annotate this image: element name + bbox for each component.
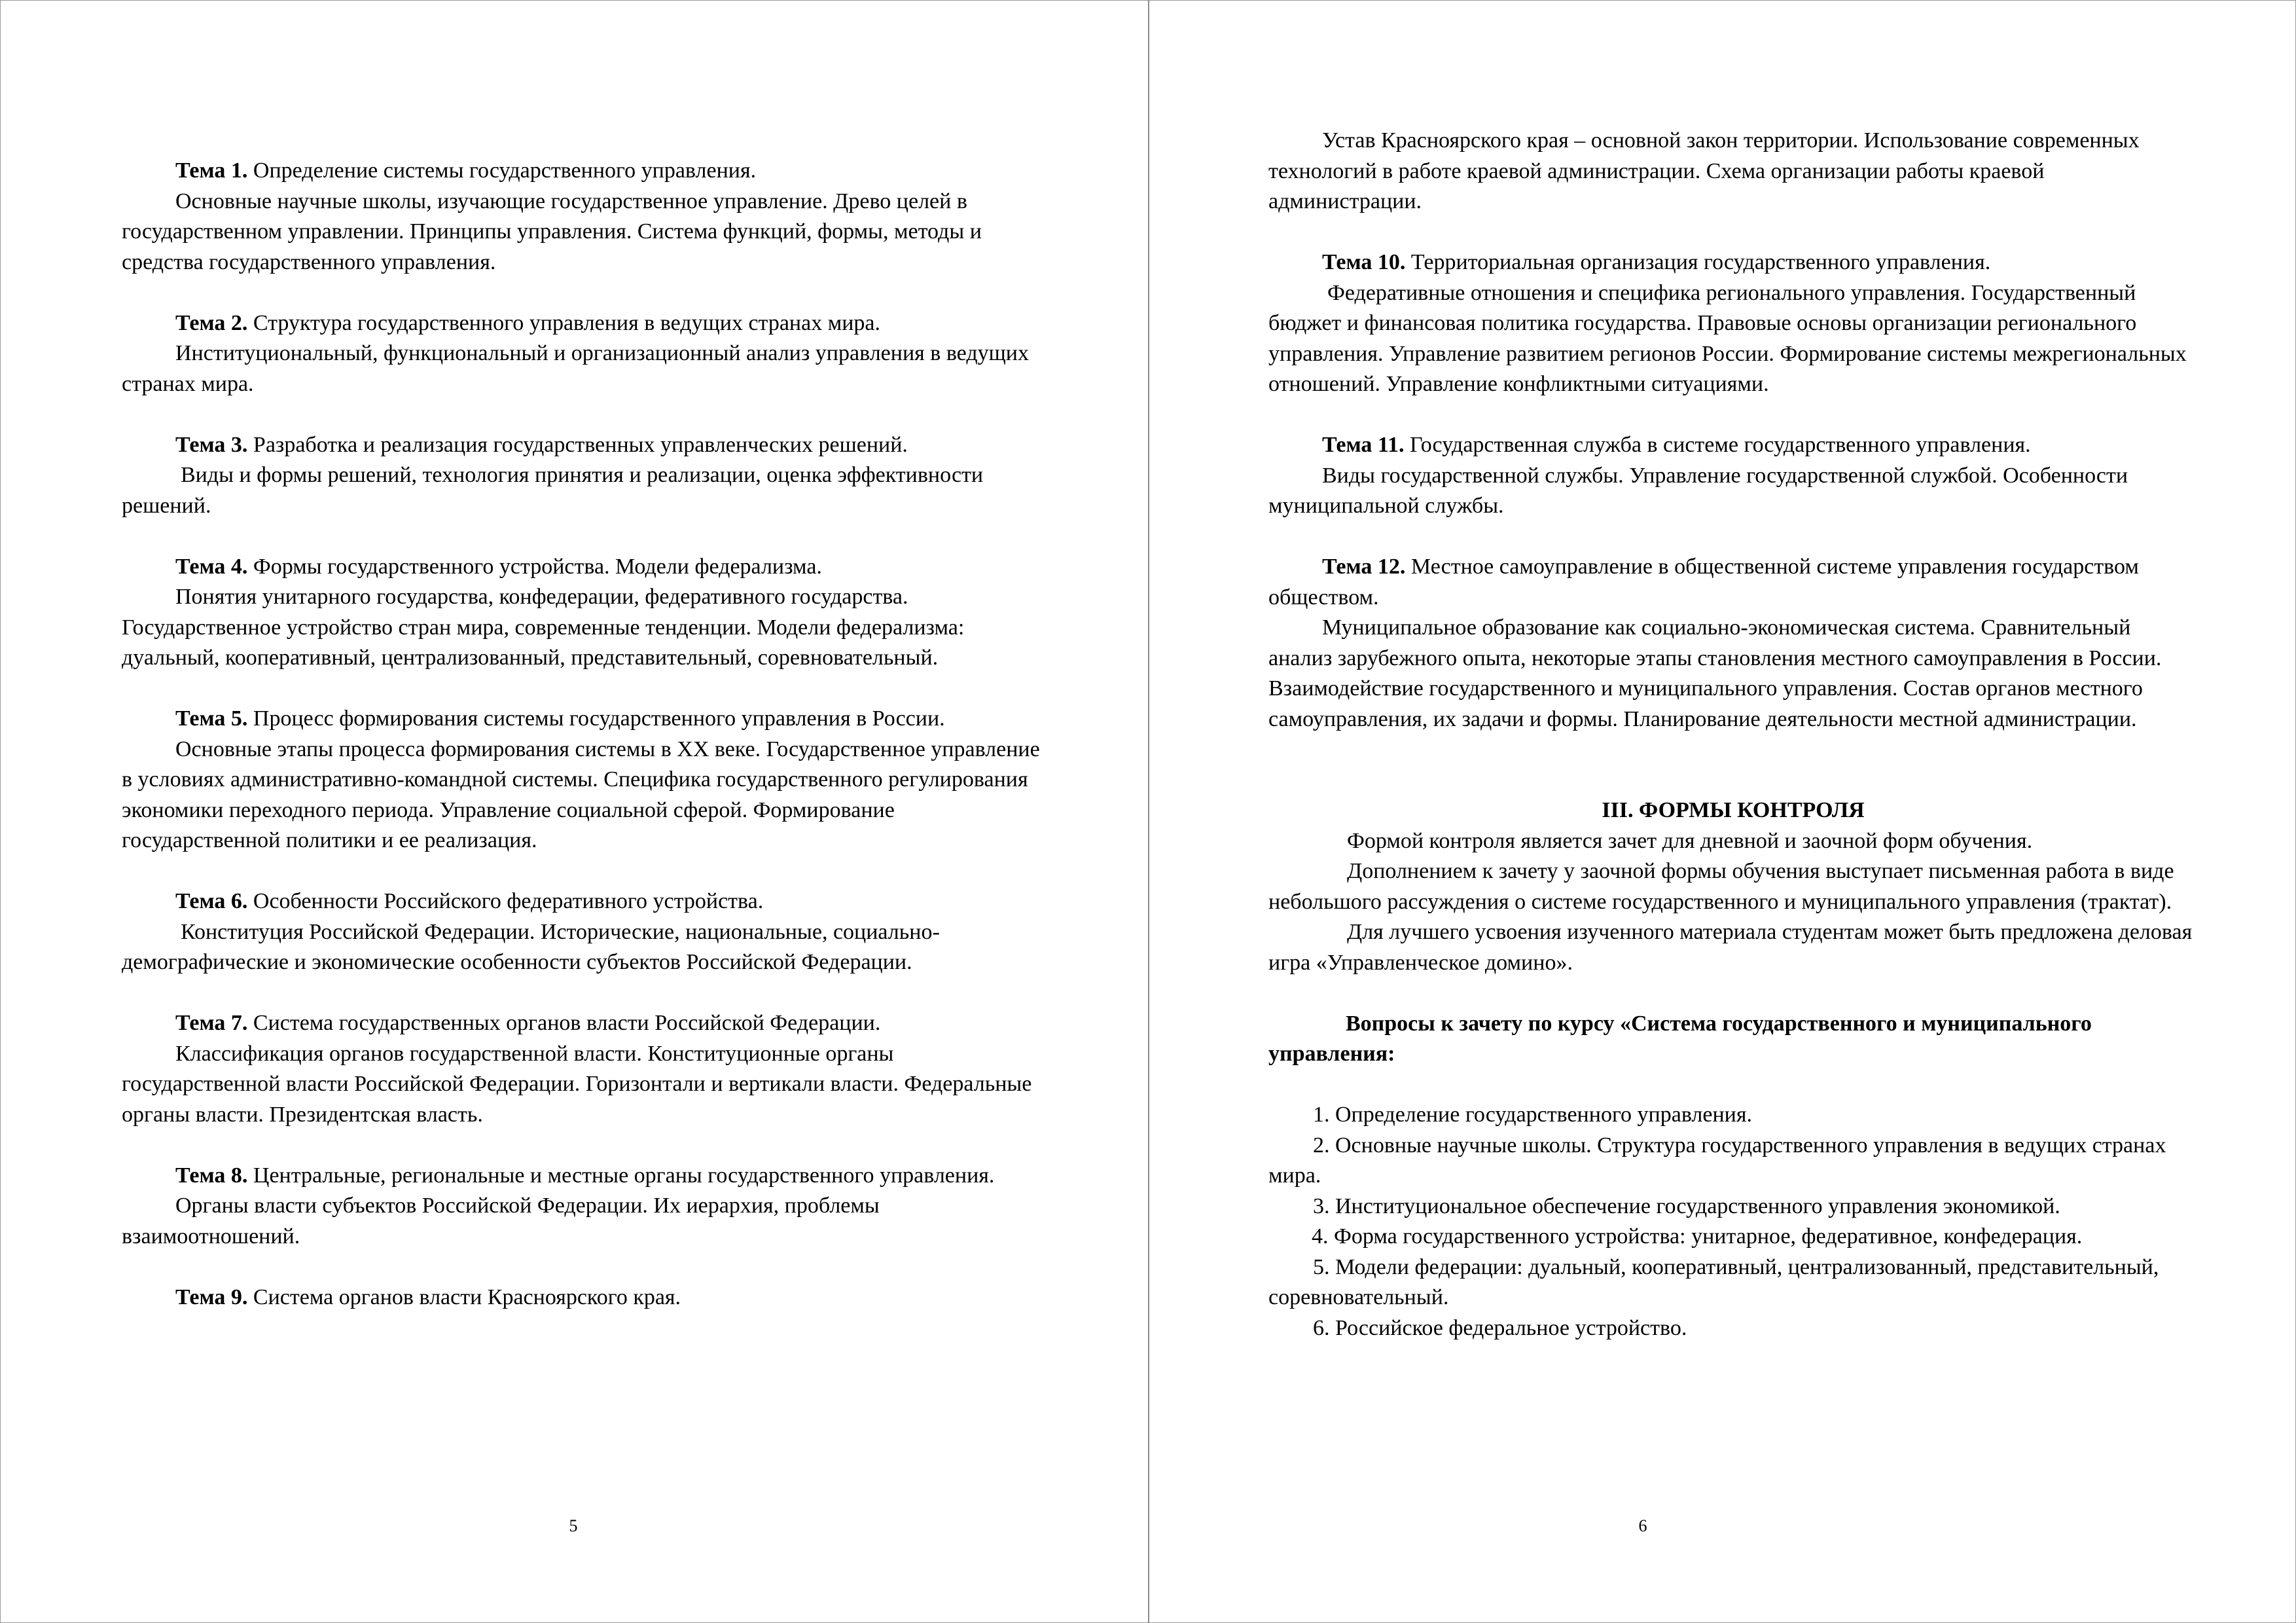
list-item: 2. Основные научные школы. Структура государственного управления в ведущих странах мира.: [1268, 1133, 2166, 1188]
topic-2-body: Институциональный, функциональный и организационный анализ управления в ведущих странах мира.: [122, 341, 1030, 396]
topic-1-heading: Тема 1. Определение системы государственного управления.: [175, 158, 757, 183]
questions-list: [1268, 1100, 2198, 1343]
left-page-text: [122, 156, 1051, 1313]
control-paragraph: Дополнением к зачету у заочной формы обучения выступает письменная работа в виде небольшого рассуждения о системе государственного и муниципального управления (трактат).: [1268, 859, 2174, 914]
topic-11-heading: Тема 11. Государственная служба в системе государственного управления.: [1322, 433, 2031, 457]
topic-11-body: Виды государственной службы. Управление государственной службой. Особенности муниципальной службы.: [1268, 463, 2128, 518]
topic-4-body: Понятия унитарного государства, конфедерации, федеративного государства. Государственное устройство стран мира, современные тенденции. Модели федерализма: дуальный, кооперативный, централизованный, представительный, соревновательный.: [122, 585, 965, 670]
topic-12-heading: Тема 12. Местное самоуправление в общественной системе управления государством обществом.: [1268, 555, 2139, 610]
topic-6-heading: Тема 6. Особенности Российского федеративного устройства.: [175, 889, 764, 913]
topic-9-heading: Тема 9. Система органов власти Красноярского края.: [175, 1285, 681, 1309]
control-paragraph: Формой контроля является зачет для дневной и заочной форм обучения.: [1347, 828, 2033, 853]
topic-1-body: Основные научные школы, изучающие государственное управление. Древо целей в государственном управлении. Принципы управления. Система функций, формы, методы и средства государственного управления.: [122, 189, 982, 274]
page-number: 5: [569, 1516, 578, 1535]
section-title: III. ФОРМЫ КОНТРОЛЯ: [1602, 798, 1865, 822]
list-item: 3. Институциональное обеспечение государственного управления экономикой.: [1313, 1194, 2060, 1218]
topic-5-heading: Тема 5. Процесс формирования системы государственного управления в России.: [175, 706, 945, 731]
topic-4-heading: Тема 4. Формы государственного устройства. Модели федерализма.: [175, 554, 822, 579]
topic-2-heading: Тема 2. Структура государственного управления в ведущих странах мира.: [175, 310, 880, 335]
topic-5-body: Основные этапы процесса формирования системы в XX веке. Государственное управление в условиях административно-командной системы. Специфика государственного регулирования экономики переходного периода. Управление социальной сферой. Формирование государственной политики и ее реализация.: [122, 737, 1040, 852]
topic-3-heading: Тема 3. Разработка и реализация государственных управленческих решений.: [175, 432, 908, 457]
right-page: [1149, 0, 2296, 1623]
page-number: 6: [1638, 1516, 1647, 1535]
topic-7-heading: Тема 7. Система государственных органов власти Российской Федерации.: [175, 1011, 881, 1035]
topic-8-heading: Тема 8. Центральные, региональные и местные органы государственного управления.: [175, 1163, 995, 1188]
topic-9-body: Устав Красноярского края – основной закон территории. Использование современных технологий в работе краевой администрации. Схема организации работы краевой администрации.: [1268, 128, 2140, 213]
list-item: 4. Форма государственного устройства: унитарное, федеративное, конфедерация.: [1312, 1224, 2083, 1249]
list-item: 5. Модели федерации: дуальный, кооперативный, централизованный, представительный, соревновательный.: [1268, 1254, 2159, 1309]
right-page-text: [1268, 126, 2198, 1343]
topic-3-body: Виды и формы решений, технология принятия и реализации, оценка эффективности решений.: [122, 463, 984, 518]
topic-6-body: Конституция Российской Федерации. Исторические, национальные, социально-демографические и экономические особенности субъектов Российской Федерации.: [122, 919, 940, 974]
list-item: 6. Российское федеральное устройство.: [1313, 1315, 1687, 1340]
control-paragraph: Для лучшего усвоения изученного материала студентам может быть предложена деловая игра «Управленческое домино».: [1268, 920, 2193, 975]
topic-8-body: Органы власти субъектов Российской Федерации. Их иерархия, проблемы взаимоотношений.: [122, 1194, 880, 1249]
topic-12-body: Муниципальное образование как социально-экономическая система. Сравнительный анализ зарубежного опыта, некоторые этапы становления местного самоуправления в России. Взаимодействие государственного и муниципального управления. Состав органов местного самоуправления, их задачи и формы. Планирование деятельности местной администрации.: [1268, 615, 2162, 731]
list-item: 1. Определение государственного управления.: [1313, 1103, 1753, 1127]
questions-title: Вопросы к зачету по курсу «Система государственного и муниципального управления:: [1268, 1011, 2092, 1066]
topic-10-heading: Тема 10. Территориальная организация государственного управления.: [1322, 250, 1991, 274]
topic-10-body: Федеративные отношения и специфика регионального управления. Государственный бюджет и финансовая политика государства. Правовые основы организации регионального управления. Управление развитием регионов России. Формирование системы межрегиональных отношений. Управление конфликтными ситуациями.: [1268, 280, 2187, 396]
topic-7-body: Классификация органов государственной власти. Конституционные органы государственной власти Российской Федерации. Горизонтали и вертикали власти. Федеральные органы власти. Президентская власть.: [122, 1041, 1032, 1127]
